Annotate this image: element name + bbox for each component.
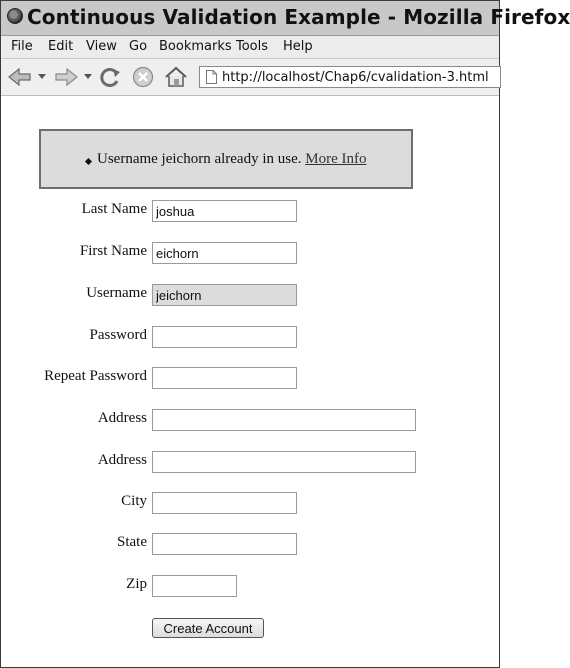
stop-icon[interactable] [132, 66, 154, 88]
form-row-zip [1, 575, 499, 597]
back-dropdown-icon[interactable] [38, 74, 46, 80]
navigation-toolbar [1, 59, 499, 96]
error-message-box [39, 129, 413, 189]
first-name-input[interactable] [152, 242, 297, 264]
address-label-1: Address [97, 410, 147, 426]
address-bar[interactable] [199, 66, 501, 88]
repeat-password-label: Repeat Password [44, 368, 147, 384]
menu-help[interactable]: Help [283, 39, 313, 54]
create-account-button[interactable]: Create Account [152, 618, 264, 638]
page-icon [206, 70, 217, 84]
forward-dropdown-icon[interactable] [84, 74, 92, 80]
forward-arrow-icon[interactable] [53, 66, 79, 88]
password-label: Password [89, 327, 147, 343]
zip-input[interactable] [152, 575, 237, 597]
state-label: State [117, 534, 147, 550]
firefox-icon [7, 8, 23, 24]
state-input[interactable] [152, 533, 297, 555]
form-row-state [1, 533, 499, 555]
form-row-address-1 [1, 409, 499, 431]
menu-edit[interactable]: Edit [48, 39, 74, 54]
error-text: Username jeichorn already in use. [97, 151, 302, 167]
zip-label: Zip [126, 576, 147, 592]
address-label-2: Address [97, 452, 147, 468]
address-input-2[interactable] [152, 451, 416, 473]
form-row-repeat-password [1, 367, 499, 389]
bullet-icon [85, 158, 92, 165]
first-name-label: First Name [79, 243, 147, 259]
menu-bookmarks[interactable]: Bookmarks [159, 39, 232, 54]
form-row-city [1, 492, 499, 514]
form-row-password [1, 326, 499, 348]
url-text: http://localhost/Chap6/cvalidation-3.html [222, 70, 489, 85]
back-arrow-icon[interactable] [7, 66, 33, 88]
form-row-username [1, 284, 499, 306]
city-input[interactable] [152, 492, 297, 514]
city-label: City [121, 493, 147, 509]
menu-go[interactable]: Go [129, 39, 148, 54]
home-icon[interactable] [163, 66, 189, 88]
more-info-link[interactable]: More Info [305, 151, 367, 167]
username-input[interactable] [152, 284, 297, 306]
title-bar [1, 1, 570, 36]
form-row-address-2 [1, 451, 499, 473]
form-row-last-name [1, 200, 499, 222]
menu-tools[interactable]: Tools [236, 39, 269, 54]
menu-file[interactable]: File [11, 39, 33, 54]
repeat-password-input[interactable] [152, 367, 297, 389]
menu-bar [1, 36, 499, 59]
last-name-label: Last Name [81, 201, 147, 217]
error-message [97, 151, 366, 168]
username-label: Username [86, 285, 147, 301]
form-row-first-name [1, 242, 499, 264]
reload-icon[interactable] [98, 66, 122, 88]
address-input-1[interactable] [152, 409, 416, 431]
page-content [1, 96, 499, 667]
window-title: Continuous Validation Example - Mozilla Firefox [27, 5, 570, 29]
last-name-input[interactable] [152, 200, 297, 222]
menu-view[interactable]: View [86, 39, 117, 54]
password-input[interactable] [152, 326, 297, 348]
